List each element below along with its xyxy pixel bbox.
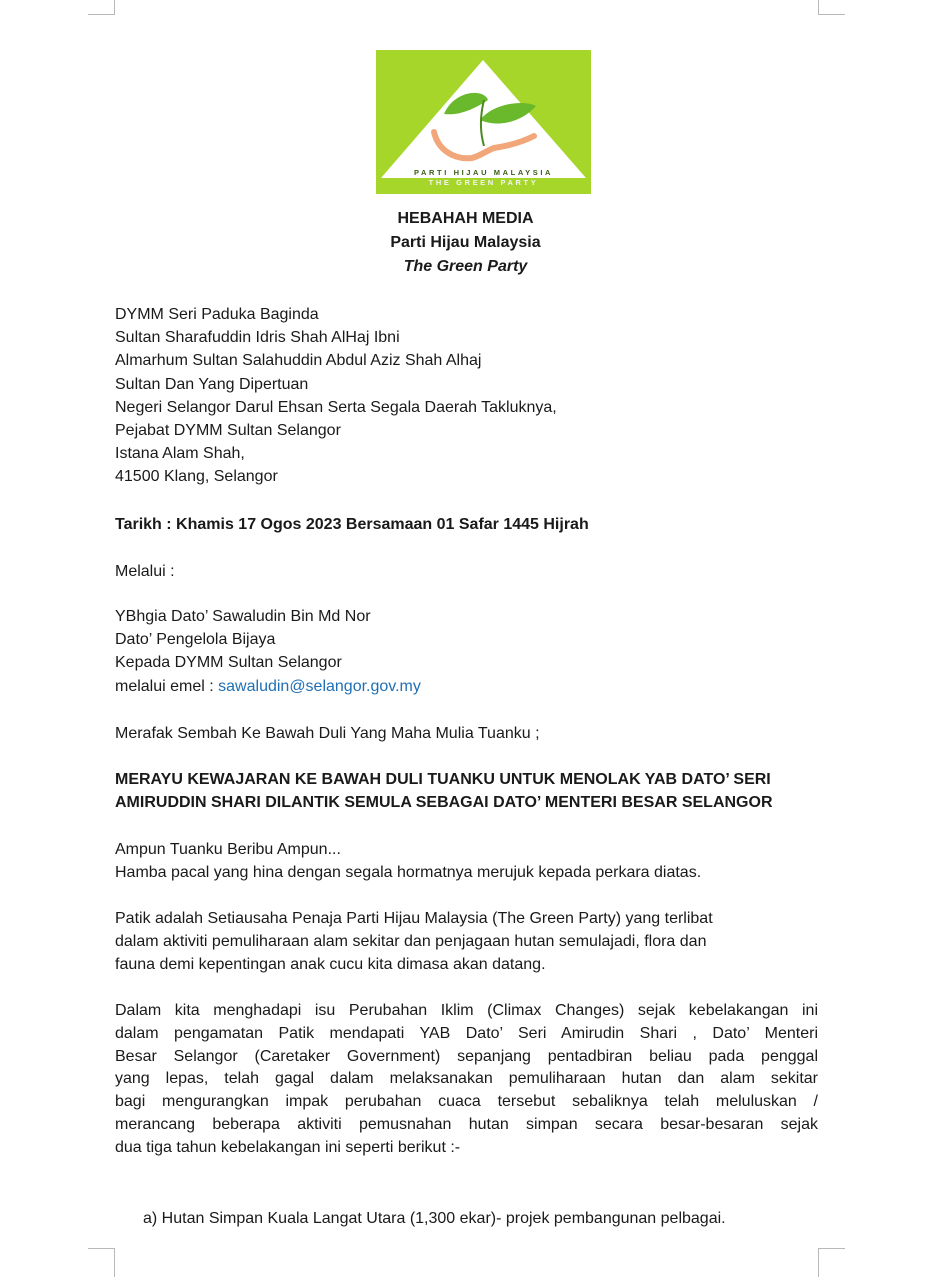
opening-line: Hamba pacal yang hina dengan segala hormatnya merujuk kepada perkara diatas. <box>115 864 702 882</box>
party-name-english: The Green Party <box>403 258 528 275</box>
address-line: DYMM Seri Paduka Baginda <box>115 306 319 323</box>
paragraph-line: yang lepas, telah gagal dalam melaksanakan pemuliharaan hutan dan alam sekitar <box>115 1070 818 1088</box>
paragraph-line: fauna demi kepentingan anak cucu kita dimasa akan datang. <box>115 955 546 973</box>
paragraph-line: Besar Selangor (Caretaker Government) sepanjang pentadbiran beliau pada penggal <box>115 1047 818 1065</box>
via-line: Kepada DYMM Sultan Selangor <box>115 654 342 672</box>
recipient-address <box>115 303 557 489</box>
address-line: Sultan Sharafuddin Idris Shah AlHaj Ibni <box>115 329 400 347</box>
subject-line: AMIRUDDIN SHARI DILANTIK SEMULA SEBAGAI DATO’ MENTERI BESAR SELANGOR <box>115 794 773 812</box>
subject-line: MERAYU KEWAJARAN KE BAWAH DULI TUANKU UNTUK MENOLAK YAB DATO’ SERI <box>115 771 771 788</box>
list-item: a) Hutan Simpan Kuala Langat Utara (1,300 ekar)- projek pembangunan pelbagai. <box>143 1210 726 1227</box>
email-line <box>115 675 421 698</box>
paragraph-line: dalam aktiviti pemuliharaan alam sekitar dan penjagaan hutan semulajadi, flora dan <box>115 932 707 950</box>
address-line: Negeri Selangor Darul Ehsan Serta Segala Daerah Takluknya, <box>115 398 557 416</box>
letter-subject <box>115 768 773 814</box>
date-line: Tarikh : Khamis 17 Ogos 2023 Bersamaan 01 Safar 1445 Hijrah <box>115 516 589 533</box>
opening-line: Ampun Tuanku Beribu Ampun... <box>115 841 341 858</box>
email-link[interactable]: sawaludin@selangor.gov.my <box>218 677 421 695</box>
page-corner-mark <box>818 1248 845 1277</box>
paragraph-introduction <box>115 908 818 976</box>
address-line: Pejabat DYMM Sultan Selangor <box>115 422 341 440</box>
paragraph-line: dua tiga tahun kebelakangan ini seperti berikut :- <box>115 1138 461 1156</box>
paragraph-climate-issue <box>115 1000 818 1160</box>
paragraph-line: dalam pengamatan Patik mendapati YAB Dato’ Seri Amirudin Shari , Dato’ Menteri <box>115 1024 818 1042</box>
paragraph-line: Patik adalah Setiausaha Penaja Parti Hijau Malaysia (The Green Party) yang terlibat <box>115 910 713 927</box>
logo-text-malay: PARTI HIJAU MALAYSIA <box>413 168 554 177</box>
via-line: Dato’ Pengelola Bijaya <box>115 631 276 649</box>
party-logo <box>376 50 591 194</box>
page-corner-mark <box>88 1248 115 1277</box>
paragraph-line: merancang beberapa aktiviti pemusnahan hutan simpan secara besar-besaran sejak <box>115 1115 818 1133</box>
page-corner-mark <box>88 0 115 15</box>
email-label: melalui emel : <box>115 677 219 695</box>
address-line: 41500 Klang, Selangor <box>115 468 278 486</box>
paragraph-line: Dalam kita menghadapi isu Perubahan Iklim (Climax Changes) sejak kebelakangan ini <box>115 1002 818 1019</box>
paragraph-line: bagi mengurangkan impak perubahan cuaca tersebut sebaliknya telah meluluskan / <box>115 1093 818 1111</box>
salutation: Merafak Sembah Ke Bawah Duli Yang Maha Mulia Tuanku ; <box>115 725 540 742</box>
logo-text-english: THE GREEN PARTY <box>428 178 539 187</box>
via-line: YBhgia Dato’ Sawaludin Bin Md Nor <box>115 608 371 625</box>
address-line: Sultan Dan Yang Dipertuan <box>115 375 309 393</box>
address-line: Istana Alam Shah, <box>115 445 245 463</box>
document-title: HEBAHAH MEDIA <box>397 210 534 227</box>
page-corner-mark <box>818 0 845 15</box>
party-name: Parti Hijau Malaysia <box>390 234 541 251</box>
address-line: Almarhum Sultan Salahuddin Abdul Aziz Shah Alhaj <box>115 352 482 370</box>
opening-greeting <box>115 838 701 884</box>
via-recipient <box>115 605 421 698</box>
via-label: Melalui : <box>115 563 175 580</box>
